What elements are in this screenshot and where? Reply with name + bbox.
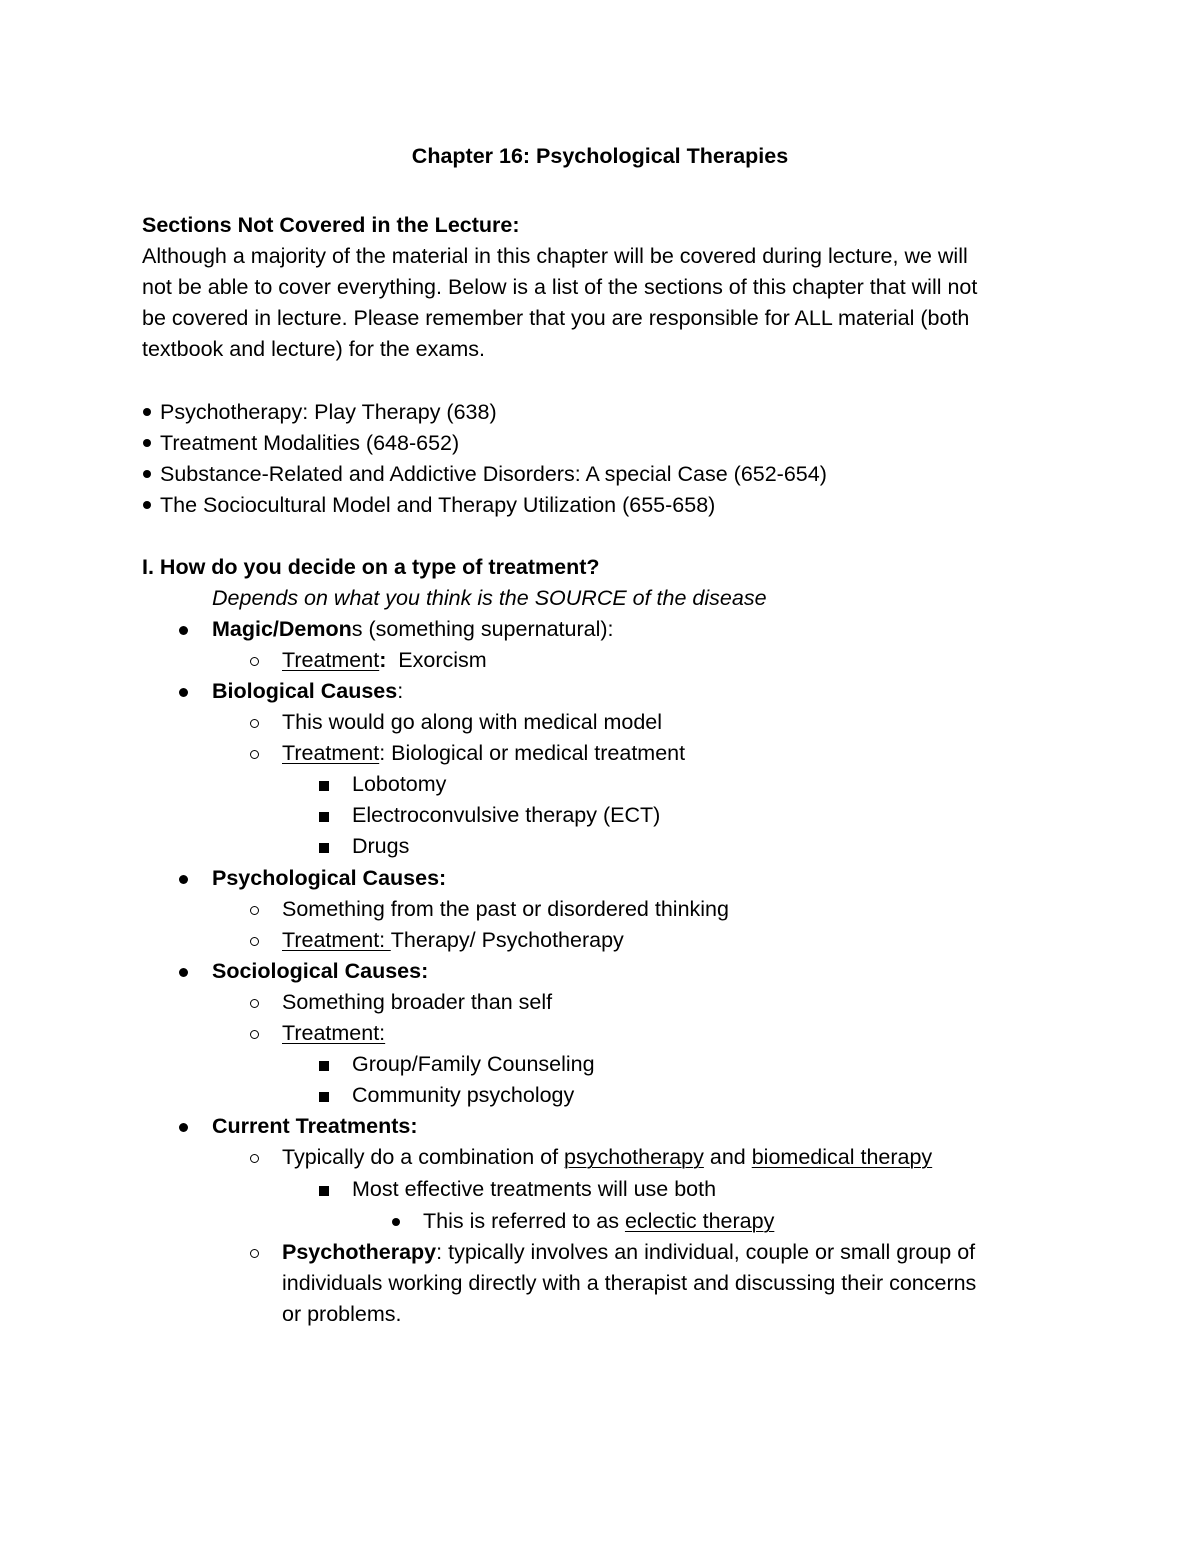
item-text: : Biological or medical treatment [379, 741, 686, 765]
item-text: s (something supernatural): [351, 617, 614, 641]
bullet-icon [143, 439, 151, 447]
item-text: : [397, 679, 404, 703]
list-item: Group/Family Counseling [352, 1052, 595, 1076]
section-subheading: Depends on what you think is the SOURCE of the disease [212, 586, 767, 610]
bullet-icon [143, 408, 151, 416]
item-label: Magic/Demon [212, 617, 352, 641]
list-item [282, 1237, 975, 1268]
list-item [282, 925, 624, 956]
list-item [282, 738, 685, 769]
square-bullet-icon [319, 781, 329, 791]
bullet-icon [143, 501, 151, 509]
intro-line: Although a majority of the material in this chapter will be covered during lecture, we will [142, 244, 968, 268]
list-item: Something from the past or disordered thinking [282, 897, 729, 921]
bullet-icon [179, 875, 188, 884]
circle-bullet-icon [250, 657, 259, 666]
term-biomedical-therapy: biomedical therapy [751, 1145, 933, 1169]
list-item: Lobotomy [352, 772, 447, 796]
term-psychotherapy: psychotherapy [564, 1145, 704, 1169]
circle-bullet-icon [250, 719, 259, 728]
circle-bullet-icon [250, 1249, 259, 1258]
list-item: Something broader than self [282, 990, 553, 1014]
item-colon: : [379, 648, 387, 672]
term-eclectic-therapy: eclectic therapy [624, 1209, 775, 1233]
treatment-label: Treatment [282, 648, 380, 672]
list-item [212, 676, 403, 707]
list-item: Electroconvulsive therapy (ECT) [352, 803, 661, 827]
circle-bullet-icon [250, 750, 259, 759]
circle-bullet-icon [250, 906, 259, 915]
list-item: Treatment Modalities (648-652) [160, 431, 460, 455]
intro-line: not be able to cover everything. Below is a list of the sections of this chapter that will not [142, 275, 978, 299]
item-text: : typically involves an individual, couple or small group of [436, 1240, 976, 1264]
square-bullet-icon [319, 1186, 329, 1196]
square-bullet-icon [319, 843, 329, 853]
item-text: This is referred to as [423, 1209, 625, 1233]
square-bullet-icon [319, 1092, 329, 1102]
treatment-label: Treatment [282, 741, 380, 765]
bullet-icon [392, 1218, 400, 1226]
list-item: This would go along with medical model [282, 710, 663, 734]
bullet-icon [179, 626, 188, 635]
list-item: Most effective treatments will use both [352, 1177, 717, 1201]
list-item: Community psychology [352, 1083, 575, 1107]
item-text: Typically do a combination of [282, 1145, 565, 1169]
item-text: Exorcism [386, 648, 487, 672]
intro-line: textbook and lecture) for the exams. [142, 337, 485, 361]
item-label: Biological Causes [212, 679, 398, 703]
list-item: Psychotherapy: Play Therapy (638) [160, 400, 497, 424]
square-bullet-icon [319, 812, 329, 822]
list-item: Sociological Causes: [212, 959, 429, 983]
list-item [282, 1142, 932, 1173]
square-bullet-icon [319, 1061, 329, 1071]
bullet-icon [179, 1123, 188, 1132]
circle-bullet-icon [250, 937, 259, 946]
list-item-continued: or problems. [282, 1302, 402, 1326]
list-item: Drugs [352, 834, 410, 858]
bullet-icon [179, 688, 188, 697]
treatment-label: Treatment: [282, 928, 391, 952]
item-text: and [703, 1145, 752, 1169]
intro-line: be covered in lecture. Please remember that you are responsible for ALL material (both [142, 306, 970, 330]
list-item: Current Treatments: [212, 1114, 418, 1138]
item-text: Therapy/ Psychotherapy [390, 928, 624, 952]
term-psychotherapy-bold: Psychotherapy [282, 1240, 437, 1264]
sections-heading: Sections Not Covered in the Lecture: [142, 213, 520, 237]
circle-bullet-icon [250, 1030, 259, 1039]
list-item: Substance-Related and Addictive Disorders: A special Case (652-654) [160, 462, 827, 486]
circle-bullet-icon [250, 999, 259, 1008]
page-title: Chapter 16: Psychological Therapies [411, 144, 789, 168]
section-heading: I. How do you decide on a type of treatment? [142, 555, 600, 579]
list-item: The Sociocultural Model and Therapy Utilization (655-658) [160, 493, 716, 517]
bullet-icon [143, 470, 151, 478]
list-item [423, 1206, 774, 1237]
list-item [282, 645, 487, 676]
treatment-label: Treatment: [282, 1021, 386, 1045]
bullet-icon [179, 968, 188, 977]
list-item-continued: individuals working directly with a therapist and discussing their concerns [282, 1271, 977, 1295]
list-item: Psychological Causes: [212, 866, 447, 890]
circle-bullet-icon [250, 1154, 259, 1163]
list-item [212, 614, 614, 645]
